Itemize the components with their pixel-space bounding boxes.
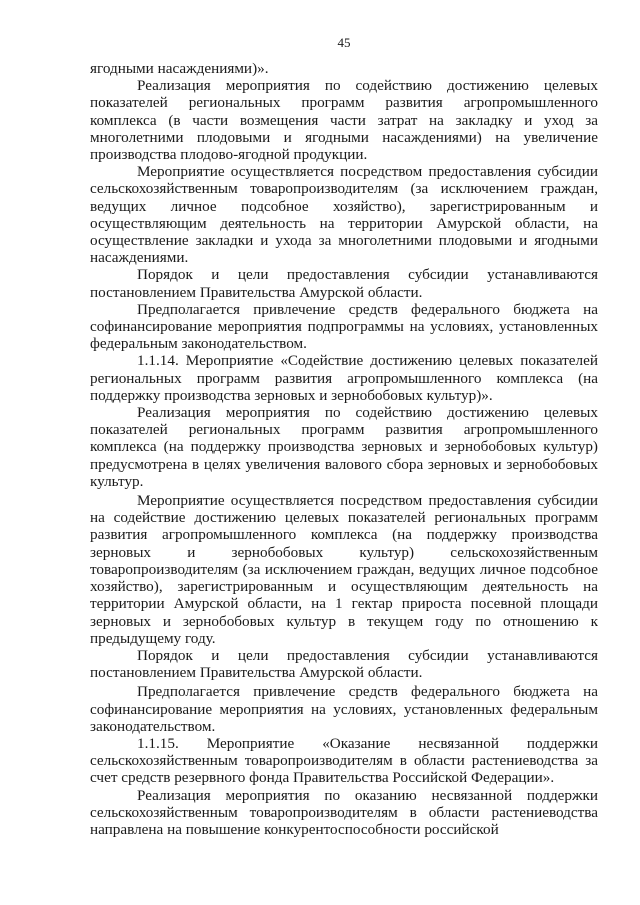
- section-heading: 1.1.14. Мероприятие «Содействие достижению целевых показателей региональных программ развития агропромышленного комплекса (на поддержку производства зерновых и зернобобовых культур)».: [90, 352, 598, 404]
- section-heading: 1.1.15. Мероприятие «Оказание несвязанной поддержки сельскохозяйственным товаропроизводителям в области растениеводства за счет средств резервного фонда Правительства Российской Федерации».: [90, 734, 598, 787]
- paragraph: Мероприятие осуществляется посредством предоставления субсидии на содействие достижению целевых показателей региональных программ развития агропромышленного комплекса (на поддержку производства зерновых и зернобобовых культур) сельскохозяйственным товаропроизводителям (за исключением граждан, ведущих личное подсобное хозяйство), зарегистрированным и осуществляющим деятельность на территории Амурской области, на 1 гектар прироста посевной площади зерновых и зернобобовых культур в текущем году по отношению к предыдущему году.: [90, 492, 598, 647]
- page-number: 45: [337, 35, 351, 50]
- paragraph: Порядок и цели предоставления субсидии устанавливаются постановлением Правительства Амурской области.: [90, 646, 598, 682]
- document-body: [90, 60, 598, 838]
- paragraph-continuation: ягодными насаждениями)».: [90, 60, 269, 77]
- paragraph: Порядок и цели предоставления субсидии устанавливаются постановлением Правительства Амурской области.: [90, 266, 598, 301]
- paragraph: Предполагается привлечение средств федерального бюджета на софинансирование мероприятия подпрограммы на условиях, установленных федеральным законодательством.: [90, 300, 598, 353]
- paragraph: Реализация мероприятия по оказанию несвязанной поддержки сельскохозяйственным товаропроизводителям в области растениеводства направлена на повышение конкурентоспособности российской: [90, 786, 598, 838]
- paragraph: Предполагается привлечение средств федерального бюджета на софинансирование мероприятия на условиях, установленных федеральным законодательством.: [90, 683, 598, 735]
- paragraph: Реализация мероприятия по содействию достижению целевых показателей региональных программ развития агропромышленного комплекса (на поддержку производства зерновых и зернобобовых культур) предусмотрена в целях увеличения валового сбора зерновых и зернобобовых культур.: [90, 404, 598, 490]
- document-page: [90, 0, 598, 905]
- paragraph: Мероприятие осуществляется посредством предоставления субсидии сельскохозяйственным товаропроизводителям (за исключением граждан, ведущих личное подсобное хозяйство), зарегистрированным и осуществляющим деятельность на территории Амурской области, на осуществление закладки и ухода за многолетними плодовыми и ягодными насаждениями.: [90, 163, 598, 267]
- paragraph: Реализация мероприятия по содействию достижению целевых показателей региональных программ развития агропромышленного комплекса (в части возмещения части затрат на закладку и уход за многолетними плодовыми и ягодными насаждениями) на увеличение производства плодово-ягодной продукции.: [90, 77, 598, 164]
